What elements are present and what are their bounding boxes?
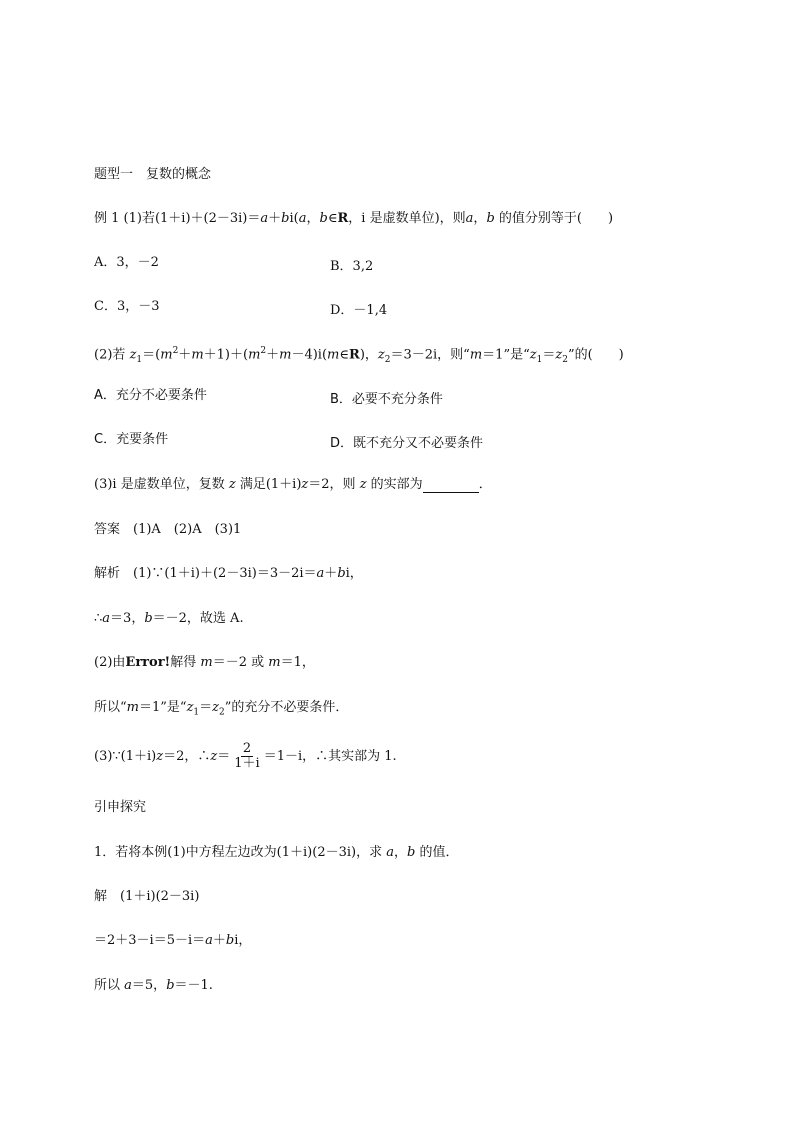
var-a: a bbox=[465, 211, 474, 226]
q1-option-b: B．3,2 bbox=[330, 259, 374, 274]
q1-text: ，i 是虚数单位)，则 bbox=[348, 211, 466, 226]
q2-text: ”的( ) bbox=[567, 347, 624, 363]
fraction bbox=[232, 742, 261, 771]
section-title: 题型一 复数的概念 bbox=[94, 167, 212, 182]
extension-text: 1．若将本例(1)中方程左边改为(1＋i)(2－3i)，求 bbox=[94, 845, 387, 860]
solution-text: i， bbox=[234, 933, 252, 948]
analysis-line-2 bbox=[94, 611, 244, 627]
subscript: 1 bbox=[136, 354, 143, 365]
var-b: b bbox=[337, 566, 346, 581]
var-b: b bbox=[225, 933, 235, 948]
q2-text: )， bbox=[359, 347, 378, 363]
q3-text: (3)i 是虚数单位，复数 bbox=[94, 477, 229, 492]
extension-question bbox=[94, 845, 458, 861]
analysis-text: (3)∵(1＋i) bbox=[94, 749, 157, 764]
var-m: m bbox=[327, 347, 340, 363]
example-label: 例 1 bbox=[94, 211, 120, 226]
answer-line: 答案 (1)A (2)A (3)1 bbox=[94, 522, 242, 537]
q2-text: ＝ bbox=[542, 347, 556, 363]
analysis-text: ＝1， bbox=[280, 655, 315, 670]
q3-text: ． bbox=[478, 477, 492, 492]
var-a: a bbox=[124, 978, 132, 993]
analysis-text: ＝1”是“ bbox=[138, 700, 187, 715]
var-m: m bbox=[248, 347, 261, 363]
var-b: b bbox=[486, 211, 495, 226]
var-a: a bbox=[102, 611, 111, 626]
var-b: b bbox=[144, 611, 153, 626]
solution-line-2 bbox=[94, 933, 251, 949]
q2-text: ＋1)＋( bbox=[203, 347, 249, 363]
subscript: 1 bbox=[193, 707, 200, 718]
var-z: z bbox=[228, 477, 236, 492]
q1-option-d: D．－1,4 bbox=[330, 303, 388, 318]
var-z: z bbox=[129, 347, 137, 363]
subscript: 2 bbox=[384, 354, 391, 365]
analysis-text: ＝－2 或 bbox=[212, 655, 269, 670]
superscript: 2 bbox=[260, 346, 267, 356]
analysis-text: ＝2，∴ bbox=[163, 749, 211, 764]
var-a: a bbox=[386, 845, 394, 860]
q1-text: ， bbox=[473, 211, 487, 226]
var-a: a bbox=[260, 211, 269, 226]
analysis-text: 解得 bbox=[170, 655, 201, 670]
subscript: 2 bbox=[219, 707, 225, 718]
analysis-text: ＝3， bbox=[110, 611, 145, 626]
fraction-numerator: 2 bbox=[242, 741, 252, 756]
var-m: m bbox=[268, 655, 281, 670]
q2-option-d: D．既不充分又不必要条件 bbox=[330, 436, 484, 451]
var-m: m bbox=[469, 347, 483, 363]
var-z: z bbox=[186, 700, 194, 715]
solution-text: ＋ bbox=[212, 933, 226, 948]
var-b: b bbox=[407, 845, 416, 860]
q2-text: ＋ bbox=[266, 347, 280, 363]
analysis-line-5 bbox=[94, 742, 397, 772]
var-a: a bbox=[205, 933, 213, 948]
analysis-line-1 bbox=[94, 566, 363, 582]
error-marker: Error! bbox=[125, 655, 171, 670]
analysis-line-3 bbox=[94, 655, 315, 671]
q1-text: ∈ bbox=[327, 211, 338, 226]
var-m: m bbox=[160, 347, 173, 363]
solution-text: ＝－1. bbox=[174, 978, 213, 993]
var-m: m bbox=[200, 655, 213, 670]
set-r: R bbox=[337, 211, 349, 226]
subscript: 1 bbox=[536, 354, 543, 365]
answer-blank bbox=[423, 480, 479, 493]
analysis-line-4 bbox=[94, 700, 348, 721]
q2-text: －4)i( bbox=[291, 347, 328, 363]
analysis-text: ＋ bbox=[324, 566, 338, 581]
q1-text: ， bbox=[306, 211, 320, 226]
q2-text: ＝( bbox=[142, 347, 161, 363]
var-m: m bbox=[191, 347, 204, 363]
var-z: z bbox=[156, 749, 164, 764]
var-z: z bbox=[377, 347, 385, 363]
var-a: a bbox=[298, 211, 307, 226]
extension-title: 引申探究 bbox=[94, 800, 147, 815]
q2-text: ＋ bbox=[178, 347, 192, 363]
solution-line-1: 解 (1＋i)(2－3i) bbox=[94, 889, 200, 904]
superscript: 2 bbox=[172, 346, 179, 356]
var-z: z bbox=[555, 347, 563, 363]
q2-option-c: C．充要条件 bbox=[94, 432, 169, 447]
var-b: b bbox=[166, 978, 175, 993]
q1-option-a: A．3，－2 bbox=[94, 255, 159, 270]
q2-text: ∈ bbox=[339, 347, 349, 363]
q2-text: ＝3－2i，则“ bbox=[390, 347, 470, 363]
var-z: z bbox=[529, 347, 537, 363]
var-z: z bbox=[210, 749, 218, 764]
q1-option-row-2 bbox=[94, 299, 160, 315]
q1-text: i( bbox=[289, 211, 299, 226]
fraction-denominator: 1＋i bbox=[234, 756, 260, 771]
q3-text: 的实部为 bbox=[366, 477, 423, 492]
subscript: 2 bbox=[562, 354, 568, 365]
extension-text: ， bbox=[394, 845, 408, 860]
analysis-text: ”的充分不必要条件． bbox=[224, 700, 349, 715]
analysis-text: (2)由 bbox=[94, 655, 126, 670]
q2-text: (2)若 bbox=[94, 347, 130, 363]
q1-text: ＋ bbox=[268, 211, 282, 226]
analysis-text: ∴ bbox=[94, 611, 103, 626]
q3-text: ＝2，则 bbox=[308, 477, 360, 492]
var-a: a bbox=[316, 566, 325, 581]
q2-option-a: A．充分不必要条件 bbox=[94, 388, 207, 403]
extension-text: 的值． bbox=[415, 845, 459, 860]
example-1-question-3 bbox=[94, 477, 492, 493]
example-1-question-1 bbox=[94, 211, 613, 227]
analysis-text: i， bbox=[345, 566, 363, 581]
q3-text: 满足(1＋i) bbox=[235, 477, 302, 492]
solution-text: ＝2＋3－i＝5－i＝ bbox=[94, 933, 206, 948]
analysis-text: 所以“ bbox=[94, 700, 127, 715]
analysis-text: ＝1－i，∴其实部为 1. bbox=[263, 749, 397, 764]
var-b: b bbox=[281, 211, 290, 226]
analysis-text: 解析 (1)∵(1＋i)＋(2－3i)＝3－2i＝ bbox=[94, 566, 317, 581]
solution-text: ＝5， bbox=[131, 978, 167, 993]
var-z: z bbox=[359, 477, 367, 492]
var-z: z bbox=[212, 700, 220, 715]
q2-option-b: B．必要不充分条件 bbox=[330, 392, 443, 407]
analysis-text: ＝－2，故选 A. bbox=[152, 611, 244, 626]
var-m: m bbox=[126, 700, 139, 715]
q1-option-c: C．3，－3 bbox=[94, 299, 160, 314]
var-b: b bbox=[319, 211, 328, 226]
var-z: z bbox=[301, 477, 309, 492]
set-r: R bbox=[349, 347, 360, 363]
analysis-text: ＝ bbox=[217, 749, 231, 764]
example-1-question-2 bbox=[94, 343, 624, 368]
q1-option-row-1 bbox=[94, 255, 159, 271]
var-m: m bbox=[279, 347, 292, 363]
solution-text: 所以 bbox=[94, 978, 125, 993]
q1-text: (1)若(1＋i)＋(2－3i)＝ bbox=[123, 211, 261, 226]
solution-line-3 bbox=[94, 978, 213, 994]
analysis-text: ＝ bbox=[199, 700, 213, 715]
q2-text: ＝1”是“ bbox=[482, 347, 530, 363]
q1-text: 的值分别等于( ) bbox=[494, 211, 614, 226]
